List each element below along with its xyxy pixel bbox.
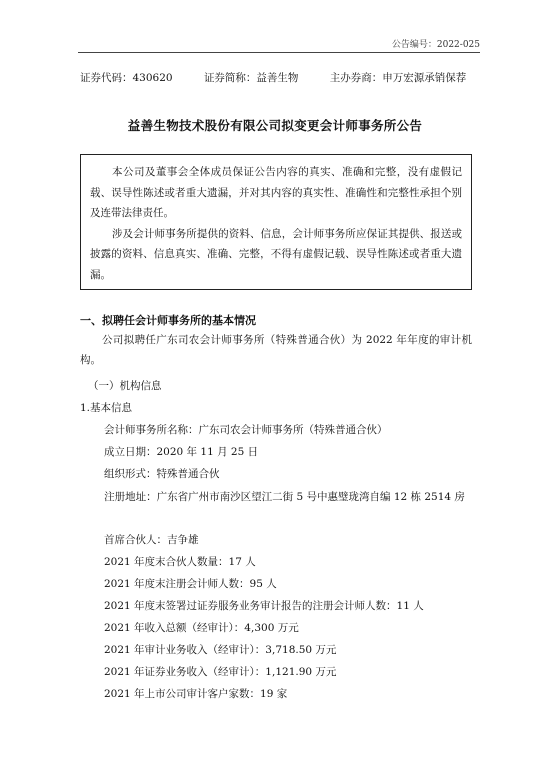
- section-1-title: 一、拟聘任会计师事务所的基本情况: [80, 314, 256, 327]
- subsection-org-info: （一）机构信息: [88, 380, 162, 392]
- audit-revenue: 2021 年审计业务收入（经审计）：3,718.50 万元: [104, 644, 337, 656]
- header-rule: [78, 52, 480, 53]
- chief-partner: 首席合伙人：吉争雄: [104, 534, 199, 546]
- statement-box: [80, 154, 472, 290]
- total-revenue: 2021 年收入总额（经审计）：4,300 万元: [104, 622, 299, 634]
- page-title: 益善生物技术股份有限公司拟变更会计师事务所公告: [127, 118, 423, 133]
- firm-name: 会计师事务所名称：广东司农会计师事务所（特殊普通合伙）: [104, 424, 388, 436]
- cpa-count: 2021 年度末注册会计师人数：95 人: [104, 578, 277, 590]
- stock-code: 证券代码：430620: [80, 72, 173, 84]
- security-meta-line: [80, 70, 466, 85]
- announcement-number: 公告编号：2022-025: [391, 40, 480, 50]
- established-date: 成立日期：2020 年 11 月 25 日: [104, 446, 259, 458]
- org-form: 组织形式：特殊普通合伙: [104, 468, 220, 480]
- partners-count: 2021 年度末合伙人数量：17 人: [104, 556, 256, 568]
- securities-revenue: 2021 年证券业务收入（经审计）：1,121.90 万元: [104, 666, 337, 678]
- statement-para-2: 涉及会计师事务所提供的资料、信息，会计师事务所应保证其提供、报送或披露的资料、信息真实、准确、完整，不得有虚假记载、误导性陈述或者重大遗漏。: [90, 227, 462, 281]
- listed-clients: 2021 年上市公司审计客户家数：19 家: [104, 688, 288, 700]
- section-1-intro: 公司拟聘任广东司农会计师事务所（特殊普通合伙）为 2022 年年度的审计机构。: [80, 334, 472, 366]
- broker: 主办券商：申万宏源承销保荐: [329, 72, 467, 84]
- securities-cpa-count: 2021 年度末签署过证券服务业务审计报告的注册会计师人数：11 人: [104, 600, 424, 612]
- stock-name: 证券简称：益善生物: [203, 72, 299, 84]
- registered-address: 注册地址：广东省广州市南沙区望江二街 5 号中惠璧珑湾自编 12 栋 2514 房: [104, 491, 465, 503]
- statement-para-1: 本公司及董事会全体成员保证公告内容的真实、准确和完整，没有虚假记载、误导性陈述或者重大遗漏，并对其内容的真实性、准确性和完整性承担个别及连带法律责任。: [90, 166, 462, 219]
- basic-info-heading: 1.基本信息: [80, 402, 133, 414]
